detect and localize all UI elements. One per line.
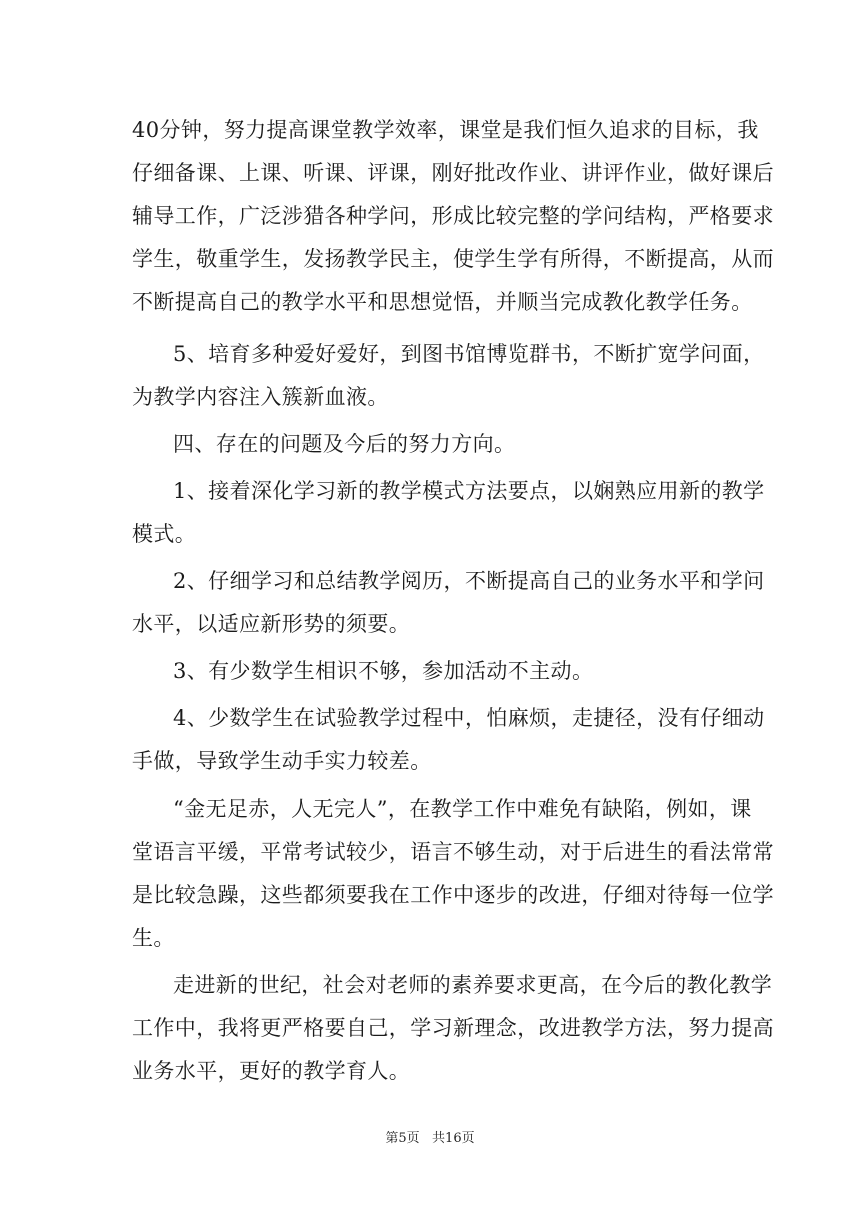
text-line: 堂语言平缓，平常考试较少，语言不够生动，对于后进生的看法常常 [132, 840, 774, 864]
text-line: 5、培育多种爱好爱好，到图书馆博览群书，不断扩宽学问面， [173, 342, 765, 366]
text-line: 1、接着深化学习新的教学模式方法要点，以娴熟应用新的教学 [173, 479, 765, 503]
text-line: 辅导工作，广泛涉猎各种学问，形成比较完整的学问结构，严格要求 [132, 204, 774, 228]
text-line: “金无足赤，人无完人”，在教学工作中难免有缺陷，例如，课 [173, 797, 752, 821]
text-line: 不断提高自己的教学水平和思想觉悟，并顺当完成教化教学任务。 [132, 290, 753, 314]
text-line: 仔细备课、上课、听课、评课，刚好批改作业、讲评作业，做好课后 [132, 161, 774, 185]
page-number: 第5页 共16页 [385, 1131, 475, 1146]
text-line: 业务水平，更好的教学育人。 [132, 1059, 411, 1083]
text-line: 生。 [132, 926, 175, 950]
text-line: 3、有少数学生相识不够，参加活动不主动。 [173, 659, 594, 683]
text-line: 为教学内容注入簇新血液。 [132, 385, 389, 409]
text-line: 手做，导致学生动手实力较差。 [132, 749, 432, 773]
text-line: 工作中，我将更严格要自己，学习新理念，改进教学方法，努力提高 [132, 1016, 774, 1040]
text-line: 走进新的世纪，社会对老师的素养要求更高，在今后的教化教学 [173, 973, 773, 997]
text-line: 水平，以适应新形势的须要。 [132, 612, 411, 636]
text-line: 是比较急躁，这些都须要我在工作中逐步的改进，仔细对待每一位学 [132, 883, 774, 907]
text-line: 2、仔细学习和总结教学阅历，不断提高自己的业务水平和学问 [173, 569, 765, 593]
text-line: 4、少数学生在试验教学过程中，怕麻烦，走捷径，没有仔细动 [173, 706, 765, 730]
text-line: 学生，敬重学生，发扬教学民主，使学生学有所得，不断提高，从而 [132, 247, 774, 271]
section-heading: 四、存在的问题及今后的努力方向。 [173, 432, 516, 456]
text-line: 模式。 [132, 522, 197, 546]
text-line: 40分钟，努力提高课堂教学效率，课堂是我们恒久追求的目标，我 [132, 118, 759, 142]
